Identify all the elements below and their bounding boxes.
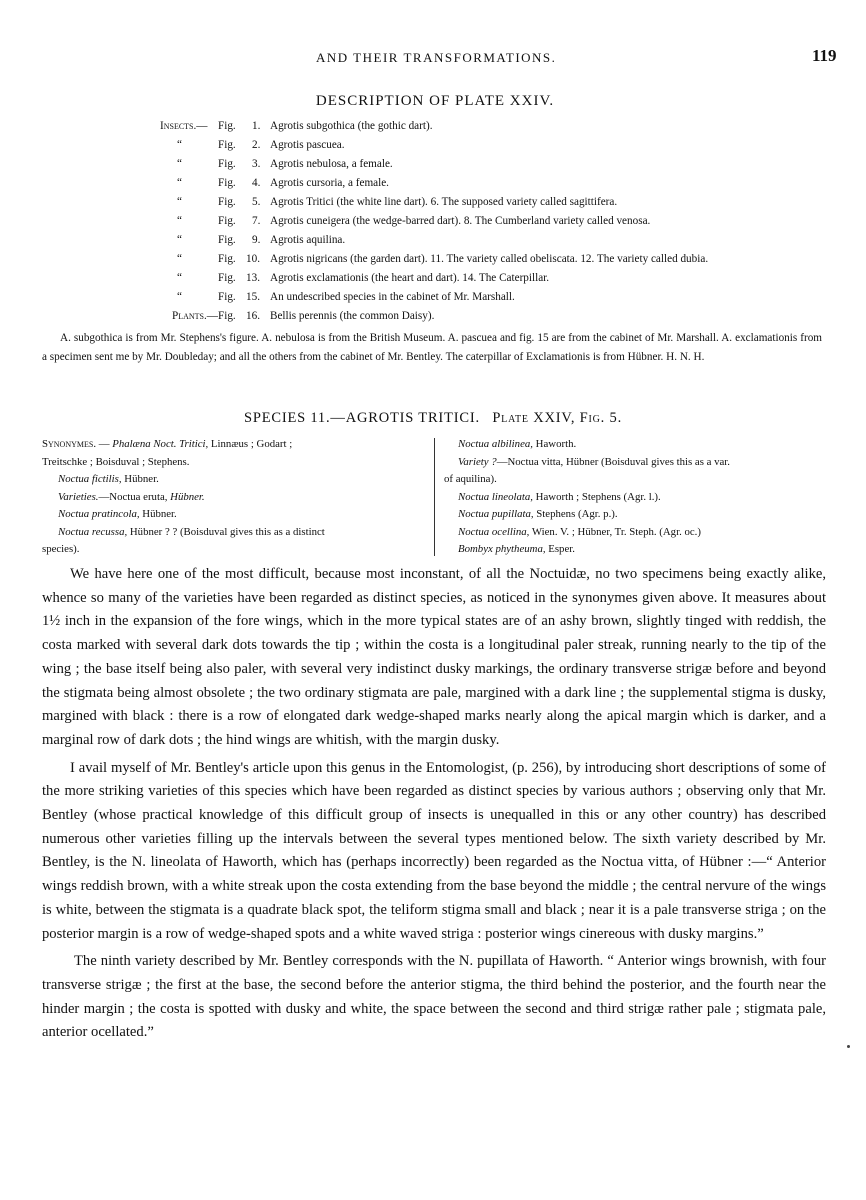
figure-item-description: An undescribed species in the cabinet of Mr. Marshall.: [270, 291, 515, 303]
synonym-name: —Noctua eruta,: [98, 490, 171, 503]
synonym-line: [42, 506, 424, 524]
figure-item-fig: Fig.: [218, 120, 236, 132]
plate-credits: [42, 329, 822, 367]
synonym-line: [444, 541, 824, 559]
synonym-authority: Stephens (Agr. p.).: [533, 508, 618, 520]
synonym-authority: Hübner ? ? (Boisduval gives this as a distinct: [127, 525, 325, 538]
synonym-line: [444, 436, 824, 454]
credits-paragraph: A. subgothica is from Mr. Stephens's figure. A. nebulosa is from the British Museum. A. pascuea and fig. 15 are from the cabinet of Mr. Marshall. A. exclamationis from a specimen sent me by Mr. Doubleday; and all the others from the cabinet of Mr. Bentley. The caterpillar of Exclamationis is from Hübner. H. N. H.: [42, 332, 822, 363]
synonym-name: Bombyx phytheuma,: [458, 543, 546, 555]
figure-item-ditto: “: [177, 253, 182, 265]
figure-item-number: 2.: [252, 139, 261, 151]
figure-item-description: Agrotis cursoria, a female.: [270, 177, 389, 189]
figure-item-ditto: “: [177, 196, 182, 208]
figure-item-description: Agrotis exclamationis (the heart and dart). 14. The Caterpillar.: [270, 272, 550, 284]
figure-item-fig: Fig.: [218, 158, 236, 170]
figure-item-description: Agrotis subgothica (the gothic dart).: [270, 120, 433, 132]
synonym-name: Phalæna Noct. Tritici,: [112, 438, 209, 450]
figure-item-description: Agrotis nigricans (the garden dart). 11. The variety called obeliscata. 12. The variety called dubia.: [270, 253, 709, 265]
synonym-line: [444, 506, 824, 524]
synonym-name: Noctua pupillata,: [458, 508, 534, 520]
figure-item-description: Agrotis Tritici (the white line dart). 6. The supposed variety called sagittifera.: [270, 196, 618, 208]
species-heading-plate: Plate XXIV, Fig. 5.: [492, 410, 623, 426]
running-title: AND THEIR TRANSFORMATIONS.: [316, 50, 557, 65]
figure-item-ditto: “: [177, 215, 182, 227]
figure-item-description: Agrotis cuneigera (the wedge-barred dart). 8. The Cumberland variety called venosa.: [270, 215, 651, 227]
page-number: 119: [812, 46, 837, 65]
figure-item-ditto: “: [177, 158, 182, 170]
synonym-line: [42, 471, 424, 489]
figure-item-fig: Fig.: [218, 196, 236, 208]
synonym-line: Treitschke ; Boisduval ; Stephens.: [42, 455, 190, 468]
variety-label: Variety ?: [458, 455, 497, 468]
synonym-authority: Hübner.: [121, 473, 159, 485]
figure-item-fig: Fig.: [218, 139, 236, 151]
synonym-authority: Esper.: [545, 543, 575, 555]
body-paragraph: We have here one of the most difficult, because most inconstant, of all the Noctuidæ, no two specimens being exactly alike, whence so many of the varieties have been regarded as distinct species, as noticed in the synonymes given above. It measures about 1½ inch in the expansion of the fore wings, which in the more typical states are of an ashy brown, slightly tinged with reddish, the costa marked with several dark dots towards the tip ; within the costa is a longitudinal paler streak, running nearly to the tip of the wing ; the base itself being also paler, with several very indistinct dusky markings, the ordinary transverse strigæ before and beyond the stigmata being almost obsolete ; the two ordinary stigmata are pale, margined with a dark line ; the supplemental stigma is dusky, margined with black : there is a row of elongated dark wedge-shaped marks nearly along the apical margin which is darker, and a marginal row of dark dots ; the hind wings are whitish, with the margin dusky.: [42, 566, 826, 748]
synonym-line: [42, 489, 424, 507]
column-divider: [434, 438, 435, 556]
species-heading-main: SPECIES 11.—AGROTIS TRITICI.: [243, 410, 480, 426]
synonym-line: of aquilina).: [444, 473, 497, 485]
figure-item-number: 7.: [252, 215, 261, 227]
figure-item-fig: Fig.: [218, 177, 236, 189]
plate-heading: DESCRIPTION OF PLATE XXIV.: [315, 93, 555, 109]
figure-item-number: 9.: [252, 234, 261, 246]
figure-item-number: 15.: [246, 291, 260, 303]
synonym-authority: —Noctua vitta, Hübner (Boisduval gives this as a var.: [496, 455, 730, 468]
synonym-line: [42, 524, 424, 542]
figure-item-lead: Insects.—: [160, 120, 208, 132]
synonym-line: species).: [42, 543, 80, 555]
figure-item-number: 5.: [252, 196, 261, 208]
figure-item-fig: Fig.: [218, 253, 236, 265]
synonym-authority: Haworth ; Stephens (Agr. l.).: [532, 490, 661, 503]
synonyms-right-column: [444, 436, 824, 559]
figure-item-fig: Fig.: [218, 272, 236, 284]
figure-item-ditto: “: [177, 291, 182, 303]
synonym-authority: Haworth.: [532, 438, 577, 450]
synonym-name: Noctua ocellina,: [458, 525, 530, 538]
species-heading: [0, 410, 866, 427]
figure-item-fig: Fig.: [218, 310, 236, 322]
figure-item-lead: Plants.—: [172, 310, 218, 322]
synonymes-label: Synonymes. —: [42, 438, 113, 450]
figure-item-number: 16.: [246, 310, 260, 322]
figure-item-fig: Fig.: [218, 215, 236, 227]
synonym-name: Noctua recussa,: [58, 525, 128, 538]
figure-item-ditto: “: [177, 234, 182, 246]
figure-item-number: 13.: [246, 272, 260, 284]
body-paragraph: The ninth variety described by Mr. Bentley corresponds with the N. pupillata of Haworth. “ Anterior wings brownish, with four transverse strigæ ; the first at the base, the second before the anterior stigma, the third behind the posterior, and the fourth near the hinder margin ; the costa is spotted with dusky and white, the space between the second and third strigæ rather pale ; stigmata pale, anterior ocellated.”: [42, 953, 826, 1041]
page-speck: [847, 1045, 850, 1048]
figure-item-number: 10.: [246, 253, 260, 265]
synonym-name: Noctua albilinea,: [458, 438, 533, 450]
synonym-name: Noctua fictilis,: [58, 473, 122, 485]
body-paragraph: I avail myself of Mr. Bentley's article upon this genus in the Entomologist, (p. 256), by introducing short descriptions of some of the more striking varieties of this species which have been regarded as distinct species by various authors ; observing only that Mr. Bentley (whose practical knowledge of this difficult group of insects is unequalled in this or any other country) has described numerous other varieties filling up the intervals between the several types mentioned below. The sixth variety described by Mr. Bentley, is the N. lineolata of Haworth, which has (perhaps incorrectly) been regarded as the Noctua vitta, of Hübner :—“ Anterior wings reddish brown, with a white streak upon the costa extending from the base beyond the middle ; the central nervure of the wings is white, between the stigmata is a quadrate black spot, the teliform stigma small and black ; near it is a pale transverse striga ; on the posterior margin is a row of wedge-shaped spots and a white waved striga : posterior wings cinereous with dusky margins.”: [42, 759, 826, 942]
figure-item-description: Agrotis aquilina.: [270, 234, 346, 246]
figure-item-fig: Fig.: [218, 291, 236, 303]
figure-item-number: 1.: [252, 120, 261, 132]
figure-item-description: Bellis perennis (the common Daisy).: [270, 310, 435, 322]
figure-item-number: 4.: [252, 177, 261, 189]
figure-item-ditto: “: [177, 177, 182, 189]
figure-item-ditto: “: [177, 272, 182, 284]
figure-item-fig: Fig.: [218, 234, 236, 246]
synonym-line: [444, 524, 824, 542]
synonym-line: [444, 454, 824, 472]
synonym-line: [42, 436, 424, 454]
synonym-authority: Hübner.: [139, 508, 177, 520]
synonym-authority: Wien. V. ; Hübner, Tr. Steph. (Agr. oc.): [529, 525, 701, 538]
synonym-line: [444, 489, 824, 507]
synonyms-left-column: [42, 436, 424, 559]
body-text: [42, 563, 826, 1049]
figure-item-number: 3.: [252, 158, 261, 170]
synonym-authority: Linnæus ; Godart ;: [208, 438, 293, 450]
synonym-name: Noctua lineolata,: [458, 490, 533, 503]
figure-item-description: Agrotis pascuea.: [270, 139, 345, 151]
figure-item-ditto: “: [177, 139, 182, 151]
varieties-label: Varieties.: [58, 490, 99, 503]
running-head: [0, 46, 866, 70]
synonym-name: Noctua pratincola,: [58, 508, 140, 520]
synonym-authority: Hübner.: [170, 490, 205, 503]
figure-item-description: Agrotis nebulosa, a female.: [270, 158, 393, 170]
